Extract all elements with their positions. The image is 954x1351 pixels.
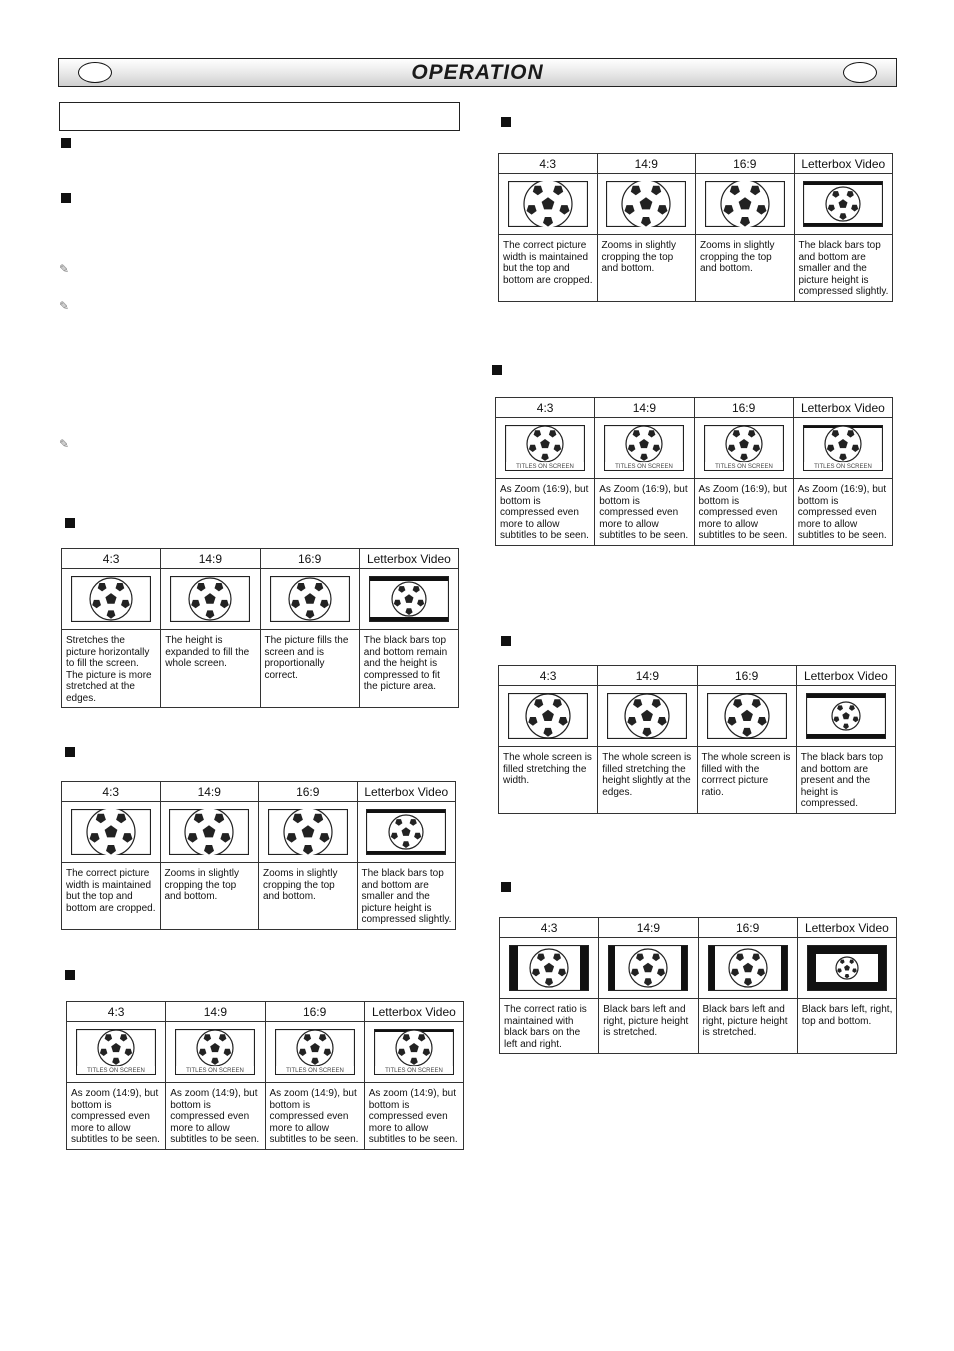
table-header-row — [67, 1002, 464, 1022]
table-image-row — [62, 802, 456, 863]
note-pencil-icon: ✎ — [59, 262, 70, 276]
description-cell: The whole screen is filled stretching the width. — [499, 747, 598, 814]
screen-cell — [698, 938, 797, 999]
bullet-square-icon — [65, 518, 75, 528]
column-header: 4:3 — [62, 549, 161, 569]
column-header: 16:9 — [698, 918, 797, 938]
column-header: 14:9 — [595, 398, 694, 418]
table-header-row — [496, 398, 893, 418]
soccer-ball-screen-icon — [608, 945, 688, 991]
description-cell: The whole screen is filled with the corrrect picture ratio. — [697, 747, 796, 814]
page-title: OPERATION — [411, 61, 544, 84]
table-image-row — [67, 1022, 464, 1083]
note-pencil-icon: ✎ — [59, 299, 70, 313]
bullet-square-icon — [65, 747, 75, 757]
bullet-square-icon — [65, 970, 75, 980]
bullet-square-icon — [61, 138, 71, 148]
tv-screen-picture — [607, 693, 687, 739]
table-image-row — [499, 686, 896, 747]
soccer-ball-screen-icon — [369, 576, 449, 622]
tv-screen-picture — [275, 1029, 355, 1075]
svg-text:TITLES ON SCREEN: TITLES ON SCREEN — [714, 464, 773, 470]
soccer-ball-screen-icon — [270, 576, 350, 622]
column-header: Letterbox Video — [364, 1002, 463, 1022]
table-description-row — [67, 1083, 464, 1150]
column-header: 16:9 — [259, 782, 358, 802]
table-description-row — [499, 747, 896, 814]
soccer-ball-screen-icon — [505, 425, 585, 471]
tv-screen-picture — [707, 693, 787, 739]
column-header: 16:9 — [696, 154, 795, 174]
table-description-row — [62, 863, 456, 930]
tv-screen-picture — [369, 576, 449, 622]
bullet-square-icon — [501, 882, 511, 892]
soccer-ball-screen-icon — [175, 1029, 255, 1075]
description-cell: Zooms in slightly cropping the top and bottom. — [160, 863, 259, 930]
description-cell: The height is expanded to fill the whole screen. — [161, 630, 260, 708]
soccer-ball-screen-icon — [76, 1029, 156, 1075]
screen-cell — [797, 938, 896, 999]
tv-screen-picture — [803, 181, 883, 227]
soccer-ball-screen-icon — [508, 181, 588, 227]
table-description-row — [62, 630, 459, 708]
tv-screen-picture — [508, 693, 588, 739]
table-header-row — [499, 666, 896, 686]
column-header: Letterbox Video — [794, 154, 893, 174]
screen-cell — [259, 802, 358, 863]
description-cell: Zooms in slightly cropping the top and bottom. — [696, 235, 795, 302]
tv-screen-picture — [803, 425, 883, 471]
description-cell: As zoom (14:9), but bottom is compressed even more to allow subtitles to be seen. — [364, 1083, 463, 1150]
screen-cell — [697, 686, 796, 747]
soccer-ball-screen-icon — [807, 945, 887, 991]
table-header-row — [62, 782, 456, 802]
tv-screen-picture — [704, 425, 784, 471]
screen-cell — [357, 802, 456, 863]
screen-cell — [62, 569, 161, 630]
svg-text:TITLES ON SCREEN: TITLES ON SCREEN — [285, 1068, 344, 1074]
screen-cell — [599, 938, 698, 999]
tv-screen-picture — [374, 1029, 454, 1075]
column-header: 4:3 — [499, 154, 598, 174]
description-cell: The picture fills the screen and is proportionally correct. — [260, 630, 359, 708]
column-header: 4:3 — [496, 398, 595, 418]
column-header: Letterbox Video — [359, 549, 458, 569]
column-header: 16:9 — [265, 1002, 364, 1022]
description-cell: The whole screen is filled stretching the height slightly at the edges. — [598, 747, 697, 814]
description-cell: The black bars top and bottom are present and the height is compressed. — [796, 747, 895, 814]
mode-table-2 — [61, 781, 456, 930]
description-cell: Black bars left, right, top and bottom. — [797, 999, 896, 1054]
description-cell: The correct picture width is maintained but the top and bottom are cropped. — [499, 235, 598, 302]
screen-cell — [62, 802, 161, 863]
header-right-oval-icon — [843, 62, 877, 83]
screen-cell — [794, 174, 893, 235]
screen-cell — [694, 418, 793, 479]
column-header: 16:9 — [694, 398, 793, 418]
column-header: 4:3 — [500, 918, 599, 938]
svg-text:TITLES ON SCREEN: TITLES ON SCREEN — [87, 1068, 145, 1074]
column-header: 14:9 — [166, 1002, 265, 1022]
table-header-row — [500, 918, 897, 938]
column-header: Letterbox Video — [797, 918, 896, 938]
soccer-ball-screen-icon — [606, 181, 686, 227]
tv-screen-picture — [608, 945, 688, 991]
soccer-ball-screen-icon — [170, 576, 250, 622]
description-cell: The correct picture width is maintained but the top and bottom are cropped. — [62, 863, 161, 930]
screen-cell — [67, 1022, 166, 1083]
mode-table-5 — [495, 397, 893, 546]
mode-table-3 — [66, 1001, 464, 1150]
svg-text:TITLES ON SCREEN: TITLES ON SCREEN — [814, 464, 872, 470]
tv-screen-picture — [604, 425, 684, 471]
soccer-ball-screen-icon — [509, 945, 589, 991]
bullet-square-icon — [501, 117, 511, 127]
soccer-ball-screen-icon — [508, 693, 588, 739]
description-cell: Zooms in slightly cropping the top and bottom. — [259, 863, 358, 930]
column-header: Letterbox Video — [357, 782, 456, 802]
description-cell: The black bars top and bottom remain and the height is compressed to fit the picture area. — [359, 630, 458, 708]
table-description-row — [496, 479, 893, 546]
soccer-ball-screen-icon — [604, 425, 684, 471]
soccer-ball-screen-icon — [607, 693, 687, 739]
screen-cell — [496, 418, 595, 479]
screen-cell — [696, 174, 795, 235]
mode-table-6 — [498, 665, 896, 814]
soccer-ball-screen-icon — [803, 425, 883, 471]
section-heading-box — [59, 102, 460, 131]
column-header: 14:9 — [599, 918, 698, 938]
tv-screen-picture — [606, 181, 686, 227]
column-header: 16:9 — [260, 549, 359, 569]
mode-table-7 — [499, 917, 897, 1054]
table-header-row — [499, 154, 893, 174]
tv-screen-picture — [175, 1029, 255, 1075]
screen-cell — [598, 686, 697, 747]
column-header: 14:9 — [161, 549, 260, 569]
description-cell: The black bars top and bottom are smaller and the picture height is compressed slightly. — [794, 235, 893, 302]
tv-screen-picture — [76, 1029, 156, 1075]
screen-cell — [161, 569, 260, 630]
tv-screen-picture — [270, 576, 350, 622]
column-header: 4:3 — [499, 666, 598, 686]
column-header: Letterbox Video — [793, 398, 892, 418]
description-cell: Black bars left and right, picture height is stretched. — [599, 999, 698, 1054]
soccer-ball-screen-icon — [275, 1029, 355, 1075]
table-description-row — [499, 235, 893, 302]
soccer-ball-screen-icon — [169, 809, 249, 855]
screen-cell — [500, 938, 599, 999]
description-cell: The correct ratio is maintained with black bars on the left and right. — [500, 999, 599, 1054]
description-cell: Zooms in slightly cropping the top and bottom. — [597, 235, 696, 302]
description-cell: As Zoom (16:9), but bottom is compressed even more to allow subtitles to be seen. — [595, 479, 694, 546]
screen-cell — [359, 569, 458, 630]
column-header: 4:3 — [67, 1002, 166, 1022]
header-bar — [58, 58, 897, 87]
column-header: 14:9 — [598, 666, 697, 686]
soccer-ball-screen-icon — [366, 809, 446, 855]
description-cell: As zoom (14:9), but bottom is compressed even more to allow subtitles to be seen. — [67, 1083, 166, 1150]
description-cell: As Zoom (16:9), but bottom is compressed even more to allow subtitles to be seen. — [694, 479, 793, 546]
soccer-ball-screen-icon — [803, 181, 883, 227]
description-cell: As Zoom (16:9), but bottom is compressed even more to allow subtitles to be seen. — [496, 479, 595, 546]
screen-cell — [793, 418, 892, 479]
table-image-row — [496, 418, 893, 479]
tv-screen-picture — [169, 809, 249, 855]
screen-cell — [597, 174, 696, 235]
description-cell: As Zoom (16:9), but bottom is compressed even more to allow subtitles to be seen. — [793, 479, 892, 546]
column-header: 4:3 — [62, 782, 161, 802]
soccer-ball-screen-icon — [806, 693, 886, 739]
svg-text:TITLES ON SCREEN: TITLES ON SCREEN — [385, 1068, 443, 1074]
svg-text:TITLES ON SCREEN: TITLES ON SCREEN — [186, 1068, 245, 1074]
column-header: 14:9 — [597, 154, 696, 174]
screen-cell — [265, 1022, 364, 1083]
tv-screen-picture — [807, 945, 887, 991]
bullet-square-icon — [501, 636, 511, 646]
svg-text:TITLES ON SCREEN: TITLES ON SCREEN — [516, 464, 574, 470]
table-image-row — [62, 569, 459, 630]
bullet-square-icon — [492, 365, 502, 375]
table-image-row — [500, 938, 897, 999]
description-cell: Black bars left and right, picture height is stretched. — [698, 999, 797, 1054]
mode-table-4 — [498, 153, 893, 302]
screen-cell — [595, 418, 694, 479]
description-cell: Stretches the picture horizontally to fill the screen. The picture is more stretched at the edges. — [62, 630, 161, 708]
screen-cell — [160, 802, 259, 863]
tv-screen-picture — [705, 181, 785, 227]
tv-screen-picture — [71, 576, 151, 622]
screen-cell — [364, 1022, 463, 1083]
description-cell: The black bars top and bottom are smaller and the picture height is compressed slightly. — [357, 863, 456, 930]
table-description-row — [500, 999, 897, 1054]
screen-cell — [499, 174, 598, 235]
tv-screen-picture — [508, 181, 588, 227]
soccer-ball-screen-icon — [705, 181, 785, 227]
screen-cell — [166, 1022, 265, 1083]
soccer-ball-screen-icon — [707, 693, 787, 739]
soccer-ball-screen-icon — [374, 1029, 454, 1075]
soccer-ball-screen-icon — [71, 809, 151, 855]
table-header-row — [62, 549, 459, 569]
description-cell: As zoom (14:9), but bottom is compressed even more to allow subtitles to be seen. — [265, 1083, 364, 1150]
soccer-ball-screen-icon — [708, 945, 788, 991]
table-image-row — [499, 174, 893, 235]
description-cell: As zoom (14:9), but bottom is compressed even more to allow subtitles to be seen. — [166, 1083, 265, 1150]
screen-cell — [260, 569, 359, 630]
tv-screen-picture — [170, 576, 250, 622]
tv-screen-picture — [509, 945, 589, 991]
soccer-ball-screen-icon — [704, 425, 784, 471]
svg-text:TITLES ON SCREEN: TITLES ON SCREEN — [615, 464, 674, 470]
tv-screen-picture — [708, 945, 788, 991]
mode-table-1 — [61, 548, 459, 708]
tv-screen-picture — [505, 425, 585, 471]
bullet-square-icon — [61, 193, 71, 203]
tv-screen-picture — [71, 809, 151, 855]
column-header: 16:9 — [697, 666, 796, 686]
tv-screen-picture — [366, 809, 446, 855]
screen-cell — [796, 686, 895, 747]
column-header: Letterbox Video — [796, 666, 895, 686]
column-header: 14:9 — [160, 782, 259, 802]
soccer-ball-screen-icon — [268, 809, 348, 855]
soccer-ball-screen-icon — [71, 576, 151, 622]
note-pencil-icon: ✎ — [59, 437, 70, 451]
tv-screen-picture — [806, 693, 886, 739]
screen-cell — [499, 686, 598, 747]
tv-screen-picture — [268, 809, 348, 855]
